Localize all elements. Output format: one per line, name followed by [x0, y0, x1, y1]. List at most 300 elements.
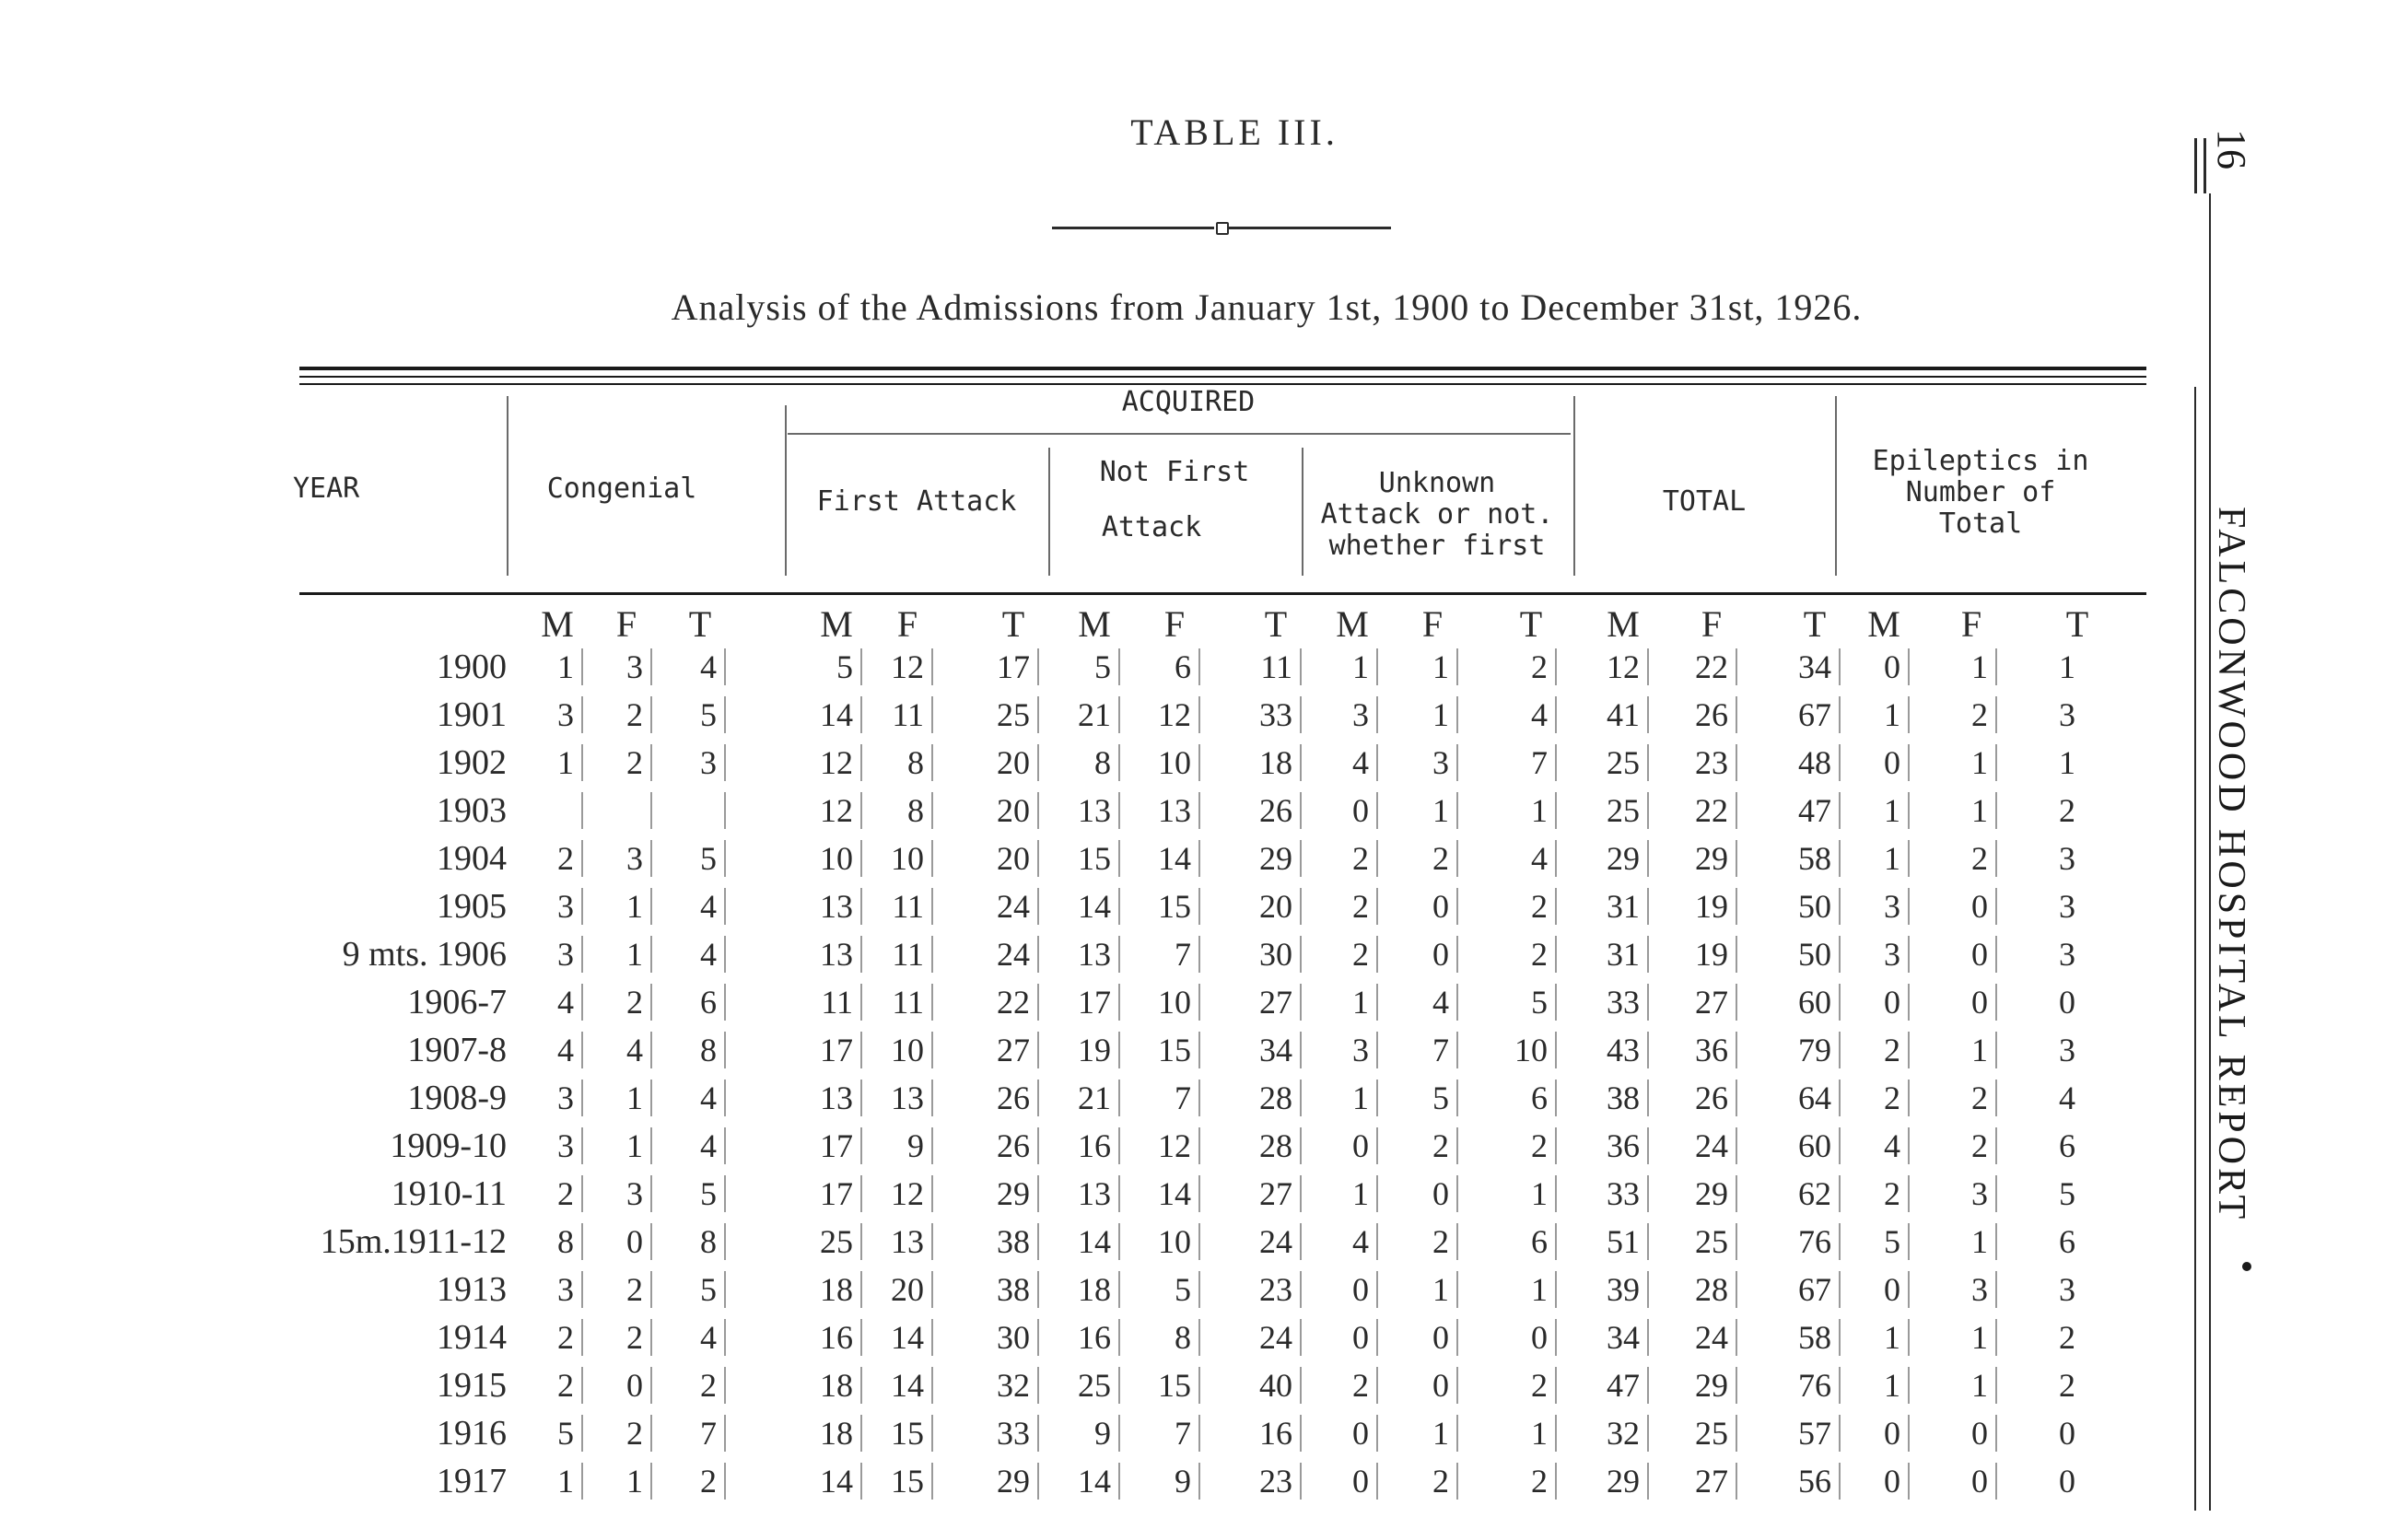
table-cell: 0 [1838, 648, 1910, 685]
subheader-m: M [1078, 603, 1111, 645]
table-cell: 21 [1048, 1080, 1120, 1116]
divider-acquired-total [1573, 396, 1575, 576]
table-cell: 25 [1577, 744, 1649, 781]
table-cell: 30 [967, 1319, 1039, 1356]
table-cell: 2 [1838, 1032, 1910, 1068]
header-acquired: ACQUIRED [1121, 386, 1256, 418]
table-cell: 3 [511, 696, 583, 733]
table-cell: 22 [1666, 648, 1737, 685]
table-cell: 0 [1925, 1415, 1997, 1452]
table-cell: 36 [1577, 1127, 1649, 1164]
table-cell: 7 [1128, 1080, 1200, 1116]
table-cell: 0 [1838, 744, 1910, 781]
table-cell: 2 [511, 1319, 583, 1356]
table-cell: 18 [1230, 744, 1302, 781]
table-cell: 4 [654, 1319, 726, 1356]
table-cell: 67 [1769, 696, 1841, 733]
table-cell: 24 [1666, 1127, 1737, 1164]
table-cell: 5 [654, 840, 726, 877]
margin-rule-top-left [2194, 138, 2197, 193]
table-cell: 36 [1666, 1032, 1737, 1068]
table-cell: 1 [1485, 792, 1557, 829]
table-cell: 25 [967, 696, 1039, 733]
table-cell: 2 [1485, 936, 1557, 973]
table-cell: 57 [1769, 1415, 1841, 1452]
table-cell: 34 [1577, 1319, 1649, 1356]
table-cell: 3 [1838, 888, 1910, 925]
table-cell: 5 [790, 648, 862, 685]
table-cell: 34 [1230, 1032, 1302, 1068]
table-row [0, 643, 2408, 691]
row-year: 1904 [437, 839, 507, 878]
table-cell: 15 [1128, 1367, 1200, 1404]
table-cell: 0 [580, 1367, 652, 1404]
row-year: 1906-7 [407, 983, 507, 1021]
table-cell: 64 [1769, 1080, 1841, 1116]
table-cell: 4 [654, 888, 726, 925]
table-cell: 0 [1306, 1127, 1378, 1164]
ornament-line-right [1229, 227, 1391, 229]
table-cell: 33 [1577, 984, 1649, 1021]
table-cell: 2 [1485, 1127, 1557, 1164]
table-cell: 1 [1306, 984, 1378, 1021]
table-cell: 60 [1769, 984, 1841, 1021]
table-cell: 23 [1666, 744, 1737, 781]
table-cell: 2 [580, 1415, 652, 1452]
table-cell: 1 [580, 1080, 652, 1116]
table-cell: 27 [1230, 1175, 1302, 1212]
table-cell: 3 [1925, 1271, 1997, 1308]
table-cell: 1 [1485, 1271, 1557, 1308]
top-rule-thin-2 [299, 383, 2146, 385]
table-cell: 3 [1306, 1032, 1378, 1068]
table-cell: 2 [1485, 888, 1557, 925]
table-cell: 15 [1128, 888, 1200, 925]
table-cell: 2 [1925, 1127, 1997, 1164]
table-cell: 10 [790, 840, 862, 877]
table-cell: 11 [861, 696, 933, 733]
table-cell: 24 [1666, 1319, 1737, 1356]
table-cell: 18 [790, 1415, 862, 1452]
subheader-m: M [541, 603, 574, 645]
table-cell: 10 [1128, 984, 1200, 1021]
table-cell [580, 792, 652, 829]
table-cell: 79 [1769, 1032, 1841, 1068]
table-cell: 38 [967, 1223, 1039, 1260]
table-cell: 2 [2059, 1319, 2075, 1356]
table-cell: 1 [1925, 1032, 1997, 1068]
table-cell: 13 [790, 936, 862, 973]
table-cell: 6 [1485, 1223, 1557, 1260]
divider-congenial-acquired [785, 405, 787, 576]
subheader-t: T [1519, 603, 1543, 645]
subheader-t: T [688, 603, 712, 645]
table-cell: 5 [654, 1271, 726, 1308]
subheader-t: T [2065, 603, 2089, 645]
table-cell: 38 [1577, 1080, 1649, 1116]
table-cell: 5 [654, 696, 726, 733]
table-cell: 76 [1769, 1223, 1841, 1260]
table-cell: 4 [1838, 1127, 1910, 1164]
table-cell: 0 [1386, 936, 1458, 973]
table-cell: 12 [1128, 696, 1200, 733]
header-unknown-line3: whether first [1328, 530, 1546, 562]
table-cell: 0 [1306, 1415, 1378, 1452]
table-cell: 10 [861, 840, 933, 877]
table-cell: 40 [1230, 1367, 1302, 1404]
table-cell: 17 [790, 1175, 862, 1212]
table-cell: 27 [1666, 1463, 1737, 1500]
table-row [0, 1170, 2408, 1218]
row-year: 1916 [437, 1414, 507, 1453]
table-cell: 11 [861, 936, 933, 973]
table-row [0, 787, 2408, 835]
subheader-m: M [820, 603, 853, 645]
table-cell: 0 [1925, 936, 1997, 973]
subheader-f: F [1960, 603, 1982, 645]
table-cell: 13 [1048, 1175, 1120, 1212]
table-cell: 1 [1386, 1271, 1458, 1308]
table-cell: 8 [1128, 1319, 1200, 1356]
table-cell: 1 [1838, 696, 1910, 733]
table-cell: 50 [1769, 936, 1841, 973]
running-title-dot [2242, 1262, 2251, 1271]
table-cell: 23 [1230, 1463, 1302, 1500]
table-cell: 22 [1666, 792, 1737, 829]
row-year: 1907-8 [407, 1031, 507, 1069]
table-cell: 2 [1386, 1463, 1458, 1500]
table-cell: 26 [1230, 792, 1302, 829]
table-cell: 10 [1128, 744, 1200, 781]
table-cell: 1 [1925, 792, 1997, 829]
table-cell: 24 [1230, 1223, 1302, 1260]
table-cell: 2 [1306, 1367, 1378, 1404]
table-cell: 15 [861, 1415, 933, 1452]
table-cell: 5 [1048, 648, 1120, 685]
table-cell: 1 [1386, 696, 1458, 733]
row-year: 1908-9 [407, 1079, 507, 1117]
table-cell: 50 [1769, 888, 1841, 925]
table-cell: 7 [1386, 1032, 1458, 1068]
table-cell: 7 [1485, 744, 1557, 781]
table-cell: 2 [511, 840, 583, 877]
table-cell: 3 [580, 1175, 652, 1212]
table-cell: 2 [1485, 648, 1557, 685]
table-cell: 15 [1128, 1032, 1200, 1068]
table-cell: 1 [1838, 1367, 1910, 1404]
table-cell: 17 [1048, 984, 1120, 1021]
table-cell: 26 [967, 1080, 1039, 1116]
table-cell: 21 [1048, 696, 1120, 733]
table-cell: 2 [1306, 936, 1378, 973]
table-cell: 31 [1577, 888, 1649, 925]
table-cell: 1 [1925, 648, 1997, 685]
table-cell: 2 [511, 1367, 583, 1404]
header-first-attack: First Attack [816, 485, 1017, 518]
row-year: 15m.1911-12 [320, 1222, 507, 1261]
table-cell: 1 [511, 648, 583, 685]
table-cell: 25 [1048, 1367, 1120, 1404]
table-cell: 1 [1925, 744, 1997, 781]
table-cell: 29 [1666, 1175, 1737, 1212]
table-cell [511, 792, 583, 829]
table-cell: 20 [1230, 888, 1302, 925]
table-cell: 1 [1386, 792, 1458, 829]
header-bottom-rule [299, 592, 2146, 595]
table-cell: 47 [1769, 792, 1841, 829]
table-cell: 29 [1666, 1367, 1737, 1404]
table-cell: 1 [2059, 744, 2075, 781]
header-congenial: Congenial [546, 473, 697, 505]
table-cell: 0 [1838, 1463, 1910, 1500]
table-cell: 20 [967, 792, 1039, 829]
table-cell: 32 [1577, 1415, 1649, 1452]
table-cell: 8 [861, 792, 933, 829]
table-cell: 0 [1838, 984, 1910, 1021]
table-cell: 32 [967, 1367, 1039, 1404]
table-cell: 10 [861, 1032, 933, 1068]
table-cell: 2 [654, 1463, 726, 1500]
table-row [0, 1122, 2408, 1170]
table-cell: 1 [2059, 648, 2075, 685]
table-cell: 2 [654, 1367, 726, 1404]
table-cell: 14 [790, 1463, 862, 1500]
table-cell: 43 [1577, 1032, 1649, 1068]
table-cell: 9 [861, 1127, 933, 1164]
table-cell: 9 [1048, 1415, 1120, 1452]
table-cell: 3 [2059, 840, 2075, 877]
table-row [0, 882, 2408, 930]
running-title: FALCONWOOD HOSPITAL REPORT [2210, 507, 2252, 1223]
table-cell: 19 [1666, 936, 1737, 973]
table-cell: 14 [1048, 1463, 1120, 1500]
table-row [0, 1218, 2408, 1266]
table-cell: 14 [1128, 840, 1200, 877]
table-cell: 4 [580, 1032, 652, 1068]
table-cell: 2 [1838, 1175, 1910, 1212]
table-cell: 12 [790, 792, 862, 829]
table-cell: 2 [580, 984, 652, 1021]
table-cell: 0 [1386, 1175, 1458, 1212]
table-cell: 13 [861, 1080, 933, 1116]
table-cell: 1 [1485, 1415, 1557, 1452]
table-cell: 27 [967, 1032, 1039, 1068]
table-cell: 3 [654, 744, 726, 781]
table-cell: 2 [1485, 1463, 1557, 1500]
table-subtitle: Analysis of the Admissions from January 1st, 1900 to December 31st, 1926. [671, 286, 1863, 328]
table-cell: 62 [1769, 1175, 1841, 1212]
page-number: 16 [2209, 129, 2254, 169]
table-cell: 7 [654, 1415, 726, 1452]
subheader-f: F [615, 603, 637, 645]
table-cell: 28 [1230, 1127, 1302, 1164]
table-cell: 4 [654, 648, 726, 685]
table-cell: 11 [861, 984, 933, 1021]
table-cell: 2 [580, 744, 652, 781]
table-cell: 26 [1666, 696, 1737, 733]
subheader-m: M [1336, 603, 1369, 645]
table-title: TABLE III. [1130, 111, 1338, 153]
table-cell: 29 [967, 1463, 1039, 1500]
table-cell: 2 [2059, 792, 2075, 829]
table-cell: 16 [1230, 1415, 1302, 1452]
table-cell: 6 [2059, 1223, 2075, 1260]
table-cell: 1 [1925, 1367, 1997, 1404]
table-cell: 18 [790, 1271, 862, 1308]
table-cell: 8 [861, 744, 933, 781]
table-cell: 0 [1306, 792, 1378, 829]
table-cell: 0 [1386, 1367, 1458, 1404]
header-epileptics-line1: Epileptics in [1872, 445, 2089, 477]
table-cell: 28 [1230, 1080, 1302, 1116]
table-cell: 1 [1386, 1415, 1458, 1452]
table-cell: 25 [1666, 1223, 1737, 1260]
table-row [0, 1457, 2408, 1505]
table-cell: 2 [2059, 1367, 2075, 1404]
table-cell: 12 [790, 744, 862, 781]
table-cell: 4 [654, 936, 726, 973]
table-cell: 33 [1577, 1175, 1649, 1212]
table-cell: 23 [1230, 1271, 1302, 1308]
table-cell: 4 [654, 1127, 726, 1164]
table-cell: 13 [1128, 792, 1200, 829]
table-cell: 4 [1306, 744, 1378, 781]
table-row [0, 835, 2408, 882]
row-year: 1913 [437, 1270, 507, 1309]
table-cell: 58 [1769, 840, 1841, 877]
table-cell: 10 [1485, 1032, 1557, 1068]
table-cell: 0 [1306, 1319, 1378, 1356]
table-cell: 18 [1048, 1271, 1120, 1308]
header-not-first-line1: Not First [1099, 456, 1250, 488]
table-cell: 0 [1925, 1463, 1997, 1500]
table-cell: 2 [1386, 840, 1458, 877]
table-cell: 0 [1485, 1319, 1557, 1356]
subheader-f: F [1701, 603, 1723, 645]
table-cell: 1 [1925, 1223, 1997, 1260]
table-cell: 3 [580, 840, 652, 877]
table-cell: 9 [1128, 1463, 1200, 1500]
table-cell: 8 [654, 1032, 726, 1068]
table-cell: 13 [1048, 936, 1120, 973]
table-cell: 16 [1048, 1319, 1120, 1356]
table-cell: 19 [1048, 1032, 1120, 1068]
subheader-t: T [1803, 603, 1827, 645]
table-cell: 5 [2059, 1175, 2075, 1212]
table-cell: 5 [1386, 1080, 1458, 1116]
row-year: 1917 [437, 1462, 507, 1500]
table-cell: 15 [1048, 840, 1120, 877]
table-cell: 8 [654, 1223, 726, 1260]
table-cell: 33 [967, 1415, 1039, 1452]
table-cell: 24 [1230, 1319, 1302, 1356]
table-cell: 1 [1386, 648, 1458, 685]
subheader-t: T [1001, 603, 1025, 645]
table-cell: 2 [1485, 1367, 1557, 1404]
top-rule-thick [299, 367, 2146, 370]
table-cell: 2 [1925, 840, 1997, 877]
table-cell: 60 [1769, 1127, 1841, 1164]
table-cell: 0 [1306, 1271, 1378, 1308]
table-cell: 2 [1306, 888, 1378, 925]
table-cell: 12 [1577, 648, 1649, 685]
table-cell: 1 [1485, 1175, 1557, 1212]
table-cell: 29 [1666, 840, 1737, 877]
table-cell: 7 [1128, 1415, 1200, 1452]
table-cell: 51 [1577, 1223, 1649, 1260]
table-cell: 3 [511, 1127, 583, 1164]
table-cell: 26 [1666, 1080, 1737, 1116]
table-cell: 27 [1666, 984, 1737, 1021]
table-cell: 26 [967, 1127, 1039, 1164]
table-cell: 5 [654, 1175, 726, 1212]
table-cell: 31 [1577, 936, 1649, 973]
table-cell: 29 [1230, 840, 1302, 877]
table-cell: 19 [1666, 888, 1737, 925]
table-cell: 1 [1306, 648, 1378, 685]
margin-rule-top-right [2203, 138, 2206, 193]
table-cell: 1 [580, 1463, 652, 1500]
table-cell: 41 [1577, 696, 1649, 733]
table-cell: 58 [1769, 1319, 1841, 1356]
table-cell: 4 [1386, 984, 1458, 1021]
table-cell: 7 [1128, 936, 1200, 973]
table-cell: 6 [2059, 1127, 2075, 1164]
table-cell: 4 [1306, 1223, 1378, 1260]
table-cell: 2 [1838, 1080, 1910, 1116]
header-not-first-line2: Attack [1101, 511, 1202, 543]
table-cell [654, 792, 726, 829]
title-ornament [1052, 221, 1393, 234]
table-cell: 38 [967, 1271, 1039, 1308]
table-cell: 3 [2059, 696, 2075, 733]
table-cell: 14 [790, 696, 862, 733]
table-cell: 3 [511, 888, 583, 925]
row-year: 1903 [437, 791, 507, 830]
table-cell: 20 [967, 744, 1039, 781]
table-cell: 2 [1925, 696, 1997, 733]
row-year: 1915 [437, 1366, 507, 1405]
table-cell: 27 [1230, 984, 1302, 1021]
table-cell: 17 [967, 648, 1039, 685]
table-cell: 6 [1485, 1080, 1557, 1116]
table-cell: 2 [1306, 840, 1378, 877]
table-cell: 6 [654, 984, 726, 1021]
table-cell: 34 [1769, 648, 1841, 685]
table-cell: 16 [790, 1319, 862, 1356]
table-cell: 1 [511, 1463, 583, 1500]
table-cell: 3 [1386, 744, 1458, 781]
subheader-f: F [896, 603, 918, 645]
table-cell: 12 [861, 1175, 933, 1212]
table-cell: 2 [1925, 1080, 1997, 1116]
table-cell: 3 [2059, 888, 2075, 925]
table-cell: 3 [1925, 1175, 1997, 1212]
header-epileptics-line3: Total [1938, 508, 2023, 540]
table-cell: 56 [1769, 1463, 1841, 1500]
table-cell: 3 [2059, 1032, 2075, 1068]
table-cell: 0 [1838, 1271, 1910, 1308]
table-cell: 22 [967, 984, 1039, 1021]
table-cell: 2 [511, 1175, 583, 1212]
table-cell: 13 [1048, 792, 1120, 829]
table-cell: 1 [580, 1127, 652, 1164]
table-cell: 0 [1306, 1463, 1378, 1500]
table-cell: 33 [1230, 696, 1302, 733]
table-cell: 3 [580, 648, 652, 685]
table-cell: 4 [654, 1080, 726, 1116]
table-cell: 12 [861, 648, 933, 685]
